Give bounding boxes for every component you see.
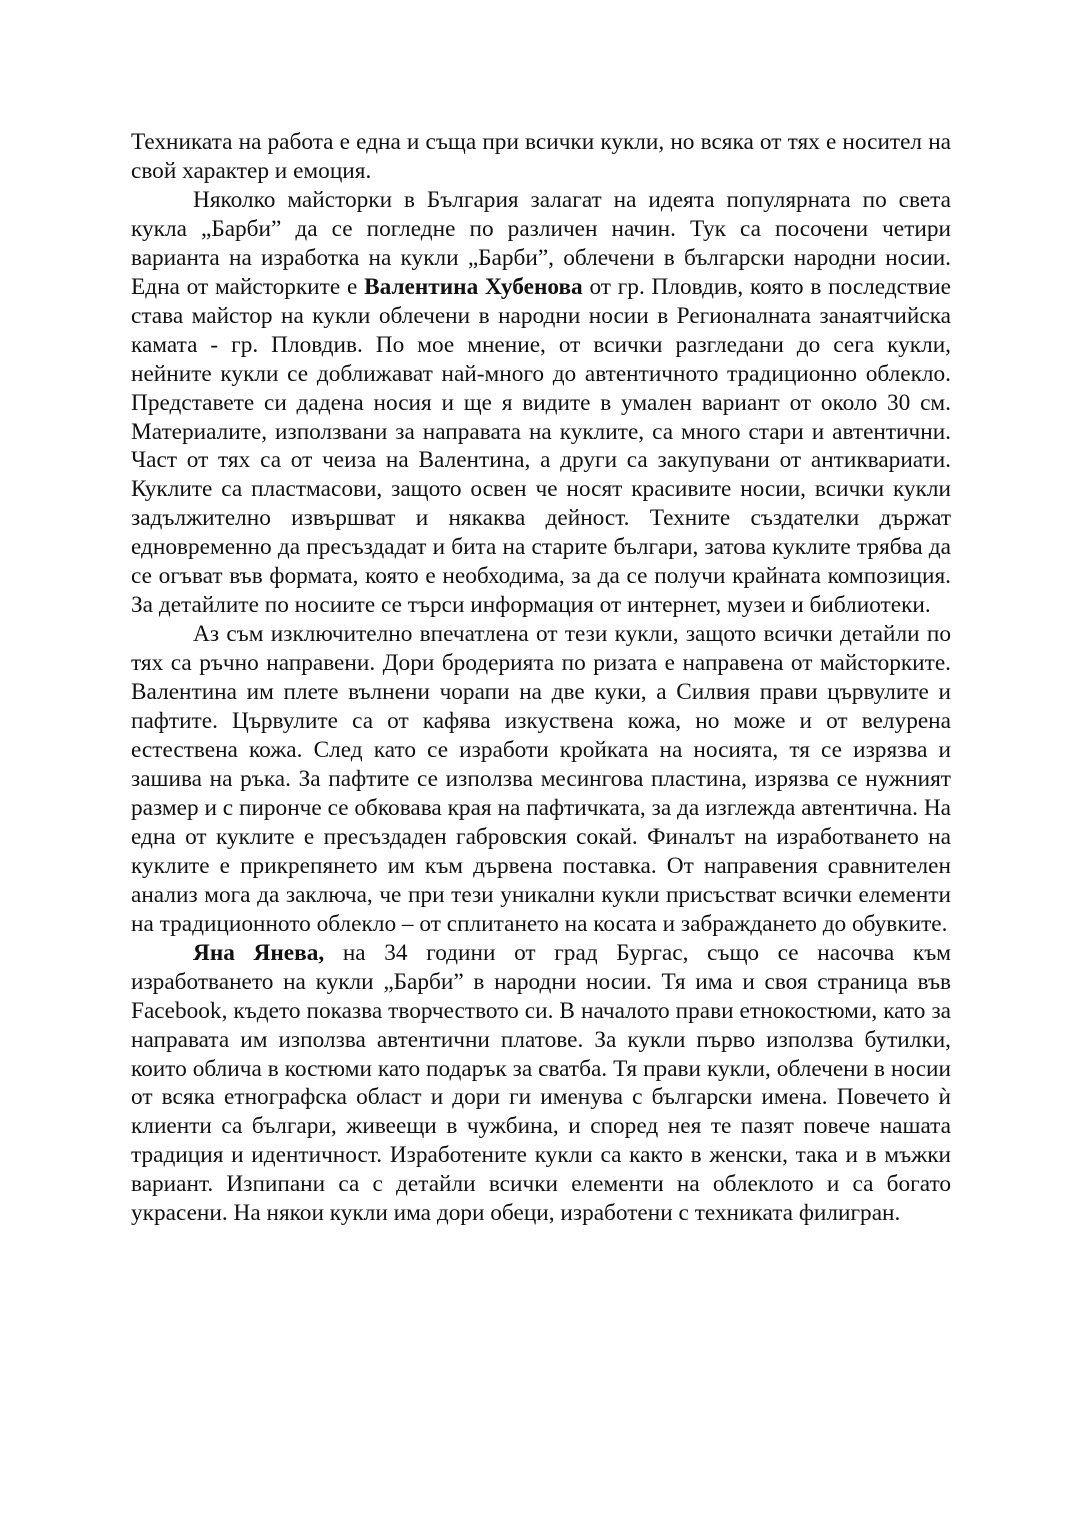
paragraph-2 bbox=[131, 186, 951, 620]
author-name-yana: Яна Янева, bbox=[193, 939, 325, 966]
paragraph-2-text-start: Няколко майсторки в България залагат на идеята популярната по света кукла „Барби” да се погледне по различен начин. Тук са посочени четири варианта на изработка на кукли „Барби”, облечени в български народни носии. Една от майсторките е bbox=[131, 186, 951, 300]
paragraph-2-text-end: от гр. Пловдив, която в последствие става майстор на кукли облечени в народни носии в Регионалната занаятчийска камата - гр. Пловдив. По мое мнение, от всички разгледани до сега кукли, нейните кукли се доближават най-много до автентичното традиционно облекло. Представете си дадена носия и ще я видите в умален вариант от около 30 см. Материалите, използвани за направата на куклите, са много стари и автентични. Част от тях са от чеиза на Валентина, а други са закупувани от антиквариати. Куклите са пластмасови, защото освен че носят красивите носии, всички кукли задължително извършват и някаква дейност. Техните създателки държат едновременно да пресъздадат и бита на старите българи, затова куклите трябва да се огъват във формата, която е необходима, за да се получи крайната композиция. За детайлите по носиите се търси информация от интернет, музеи и библиотеки. bbox=[131, 273, 951, 619]
paragraph-4 bbox=[131, 939, 951, 1229]
paragraph-1: Техниката на работа е една и съща при всички кукли, но всяка от тях е носител на свой характер и емоция. bbox=[131, 129, 951, 184]
author-name-valentina: Валентина Хубенова bbox=[364, 273, 583, 300]
paragraph-4-text: на 34 години от град Бургас, също се насочва към изработването на кукли „Барби” в народни носии. Тя има и своя страница във Facebook, където показва творчеството си. В началото прави етнокостюми, като за направата им използва автентични платове. За кукли първо използва бутилки, които облича в костюми като подарък за сватба. Тя прави кукли, облечени в носии от всяка етнографска област и дори ги именува с български имена. Повечето ѝ клиенти са българи, живеещи в чужбина, и според нея те пазят повече нашата традиция и идентичност. Изработените кукли са както в женски, така и в мъжки вариант. Изпипани са с детайли всички елементи на облеклото и са богато украсени. На някои кукли има дори обеци, изработени с техниката филигран. bbox=[131, 939, 951, 1227]
paragraph-3: Аз съм изключително впечатлена от тези кукли, защото всички детайли по тях са ръчно направени. Дори бродерията по ризата е направена от майсторките. Валентина им плете вълнени чорапи на две куки, а Силвия прави цървулите и пафтите. Цървулите са от кафява изкуствена кожа, но може и от велурена естествена кожа. След като се изработи кройката на носията, тя се изрязва и зашива на ръка. За пафтите се използва месингова пластина, изрязва се нужният размер и с пиронче се обковава края на пафтичката, за да изглежда автентична. На една от куклите е пресъздаден габровския сокай. Финалът на изработването на куклите е прикрепянето им към дървена поставка. От направения сравнителен анализ мога да заключа, че при тези уникални кукли присъстват всички елементи на традиционното облекло – от сплитането на косата и забраждането до обувките. bbox=[131, 621, 951, 937]
document-page bbox=[131, 128, 951, 1228]
